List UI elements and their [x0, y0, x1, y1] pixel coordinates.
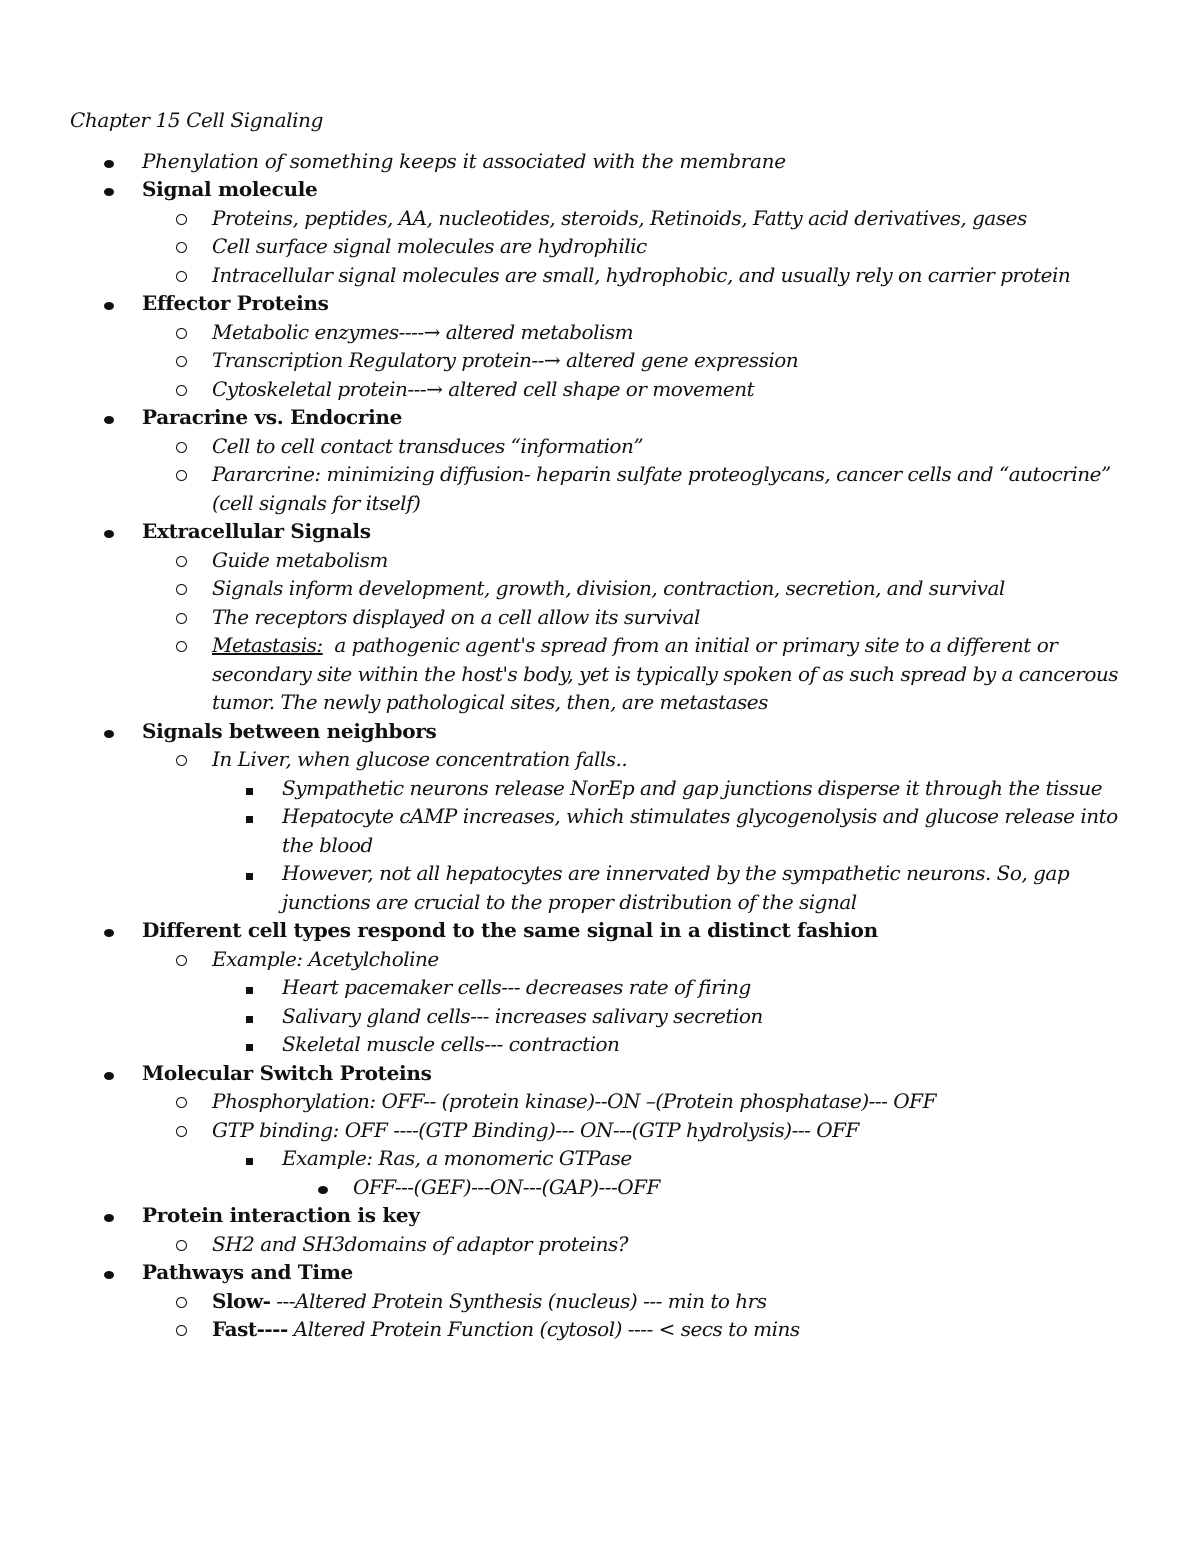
bullet-icon [318, 1186, 328, 1194]
list-item: Pararcrine: minimizing diffusion- heparin sulfate proteoglycans, cancer cells and “autocrine” (cell signals for itself) [70, 460, 1150, 517]
bullet-icon [104, 160, 114, 168]
metastasis-term: Metastasis: [212, 633, 323, 657]
circle-bullet-icon [176, 470, 187, 481]
circle-bullet-icon [176, 242, 187, 253]
circle-bullet-icon [176, 1240, 187, 1251]
list-item: Sympathetic neurons release NorEp and gap junctions disperse it through the tissue [70, 774, 1150, 803]
section-heading: Paracrine vs. Endocrine [70, 403, 1150, 432]
slow-label: Slow- [212, 1288, 271, 1313]
list-item: Metastasis: a pathogenic agent's spread from an initial or primary site to a different or secondary site within the host's body, yet is typically spoken of as such spread by a cancerous tumor. The newly pathological sites, then, are metastases [70, 631, 1150, 717]
list-item: Example: Ras, a monomeric GTPase [70, 1144, 1150, 1173]
list-item: Phenylation of something keeps it associated with the membrane [70, 147, 1150, 176]
list-item: Proteins, peptides, AA, nucleotides, steroids, Retinoids, Fatty acid derivatives, gases [70, 204, 1150, 233]
list-item: Hepatocyte cAMP increases, which stimulates glycogenolysis and glucose release into the blood [70, 802, 1150, 859]
circle-bullet-icon [176, 1297, 187, 1308]
circle-bullet-icon [176, 271, 187, 282]
circle-bullet-icon [176, 584, 187, 595]
square-bullet-icon [246, 987, 253, 994]
list-item: Example: Acetylcholine [70, 945, 1150, 974]
circle-bullet-icon [176, 1097, 187, 1108]
bullet-icon [104, 302, 114, 310]
square-bullet-icon [246, 1016, 253, 1023]
circle-bullet-icon [176, 955, 187, 966]
document-title: Chapter 15 Cell Signaling [70, 108, 323, 132]
list-item: However, not all hepatocytes are innervated by the sympathetic neurons. So, gap junctions are crucial to the proper distribution of the signal [70, 859, 1150, 916]
square-bullet-icon [246, 816, 253, 823]
section-heading: Protein interaction is key [70, 1201, 1150, 1230]
section-heading: Effector Proteins [70, 289, 1150, 318]
square-bullet-icon [246, 788, 253, 795]
bullet-icon [104, 1214, 114, 1222]
list-item: Cell surface signal molecules are hydrophilic [70, 232, 1150, 261]
bullet-icon [104, 730, 114, 738]
section-heading: Different cell types respond to the same signal in a distinct fashion [70, 916, 1150, 945]
square-bullet-icon [246, 1044, 253, 1051]
section-heading: Signals between neighbors [70, 717, 1150, 746]
bullet-icon [104, 1072, 114, 1080]
circle-bullet-icon [176, 328, 187, 339]
list-item: In Liver, when glucose concentration falls.. [70, 745, 1150, 774]
section-heading: Molecular Switch Proteins [70, 1059, 1150, 1088]
circle-bullet-icon [176, 1325, 187, 1336]
list-item: OFF---(GEF)---ON---(GAP)---OFF [70, 1173, 1150, 1202]
circle-bullet-icon [176, 1126, 187, 1137]
list-item: Heart pacemaker cells--- decreases rate of firing [70, 973, 1150, 1002]
bullet-icon [104, 929, 114, 937]
list-item: The receptors displayed on a cell allow its survival [70, 603, 1150, 632]
circle-bullet-icon [176, 442, 187, 453]
circle-bullet-icon [176, 214, 187, 225]
bullet-icon [104, 530, 114, 538]
list-item: Cytoskeletal protein---→ altered cell shape or movement [70, 375, 1150, 404]
list-item: Metabolic enzymes----→ altered metabolism [70, 318, 1150, 347]
list-item: Salivary gland cells--- increases salivary secretion [70, 1002, 1150, 1031]
list-item: Transcription Regulatory protein--→ altered gene expression [70, 346, 1150, 375]
section-heading: Pathways and Time [70, 1258, 1150, 1287]
list-item: Slow- ---Altered Protein Synthesis (nucleus) --- min to hrs [70, 1287, 1150, 1316]
section-heading: Extracellular Signals [70, 517, 1150, 546]
circle-bullet-icon [176, 755, 187, 766]
circle-bullet-icon [176, 356, 187, 367]
list-item: Signals inform development, growth, division, contraction, secretion, and survival [70, 574, 1150, 603]
list-item: Guide metabolism [70, 546, 1150, 575]
bullet-icon [104, 416, 114, 424]
document-page [70, 106, 1150, 1344]
section-heading: Signal molecule [70, 175, 1150, 204]
circle-bullet-icon [176, 556, 187, 567]
list-item: SH2 and SH3domains of adaptor proteins? [70, 1230, 1150, 1259]
list-item: Skeletal muscle cells--- contraction [70, 1030, 1150, 1059]
circle-bullet-icon [176, 641, 187, 652]
circle-bullet-icon [176, 385, 187, 396]
list-item: Fast---- Altered Protein Function (cytosol) ---- < secs to mins [70, 1315, 1150, 1344]
square-bullet-icon [246, 1158, 253, 1165]
circle-bullet-icon [176, 613, 187, 624]
list-item: Phosphorylation: OFF-- (protein kinase)--ON –(Protein phosphatase)--- OFF [70, 1087, 1150, 1116]
bullet-icon [104, 1271, 114, 1279]
list-item: Cell to cell contact transduces “information” [70, 432, 1150, 461]
list-item: GTP binding: OFF ----(GTP Binding)--- ON---(GTP hydrolysis)--- OFF [70, 1116, 1150, 1145]
list-item: Intracellular signal molecules are small, hydrophobic, and usually rely on carrier protein [70, 261, 1150, 290]
fast-label: Fast---- [212, 1317, 288, 1341]
square-bullet-icon [246, 873, 253, 880]
